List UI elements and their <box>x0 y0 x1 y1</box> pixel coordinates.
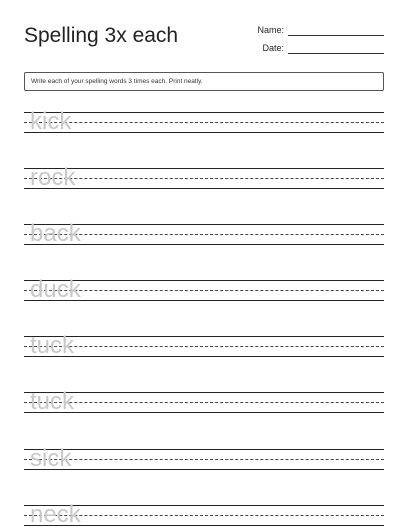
writing-row[interactable] <box>24 501 384 528</box>
row-midline <box>24 346 384 347</box>
writing-row[interactable] <box>24 220 384 247</box>
tracing-word: tuck <box>30 332 75 359</box>
name-line[interactable] <box>288 24 384 36</box>
tracing-word: kick <box>30 108 72 135</box>
row-top-line <box>24 336 384 337</box>
row-baseline <box>24 469 384 470</box>
tracing-word: neck <box>30 501 81 528</box>
date-label: Date: <box>262 43 284 53</box>
row-top-line <box>24 112 384 113</box>
tracing-word: rock <box>30 164 76 191</box>
row-baseline <box>24 132 384 133</box>
date-field[interactable] <box>262 42 384 54</box>
tracing-word: duck <box>30 276 81 303</box>
name-field[interactable] <box>257 24 384 36</box>
row-top-line <box>24 449 384 450</box>
tracing-word: sick <box>30 445 72 472</box>
writing-row[interactable] <box>24 445 384 472</box>
row-baseline <box>24 412 384 413</box>
tracing-word: back <box>30 220 81 247</box>
row-top-line <box>24 168 384 169</box>
writing-row[interactable] <box>24 332 384 359</box>
row-top-line <box>24 392 384 393</box>
worksheet-title: Spelling 3x each <box>24 24 179 47</box>
writing-row[interactable] <box>24 108 384 135</box>
row-midline <box>24 178 384 179</box>
tracing-word: tuck <box>30 388 75 415</box>
row-baseline <box>24 356 384 357</box>
date-line[interactable] <box>288 42 384 54</box>
row-baseline <box>24 188 384 189</box>
row-midline <box>24 459 384 460</box>
instructions-box: Write each of your spelling words 3 times each. Print neatly. <box>24 72 384 91</box>
writing-row[interactable] <box>24 388 384 415</box>
name-label: Name: <box>257 25 284 35</box>
row-midline <box>24 122 384 123</box>
row-midline <box>24 402 384 403</box>
writing-row[interactable] <box>24 276 384 303</box>
writing-row[interactable] <box>24 164 384 191</box>
